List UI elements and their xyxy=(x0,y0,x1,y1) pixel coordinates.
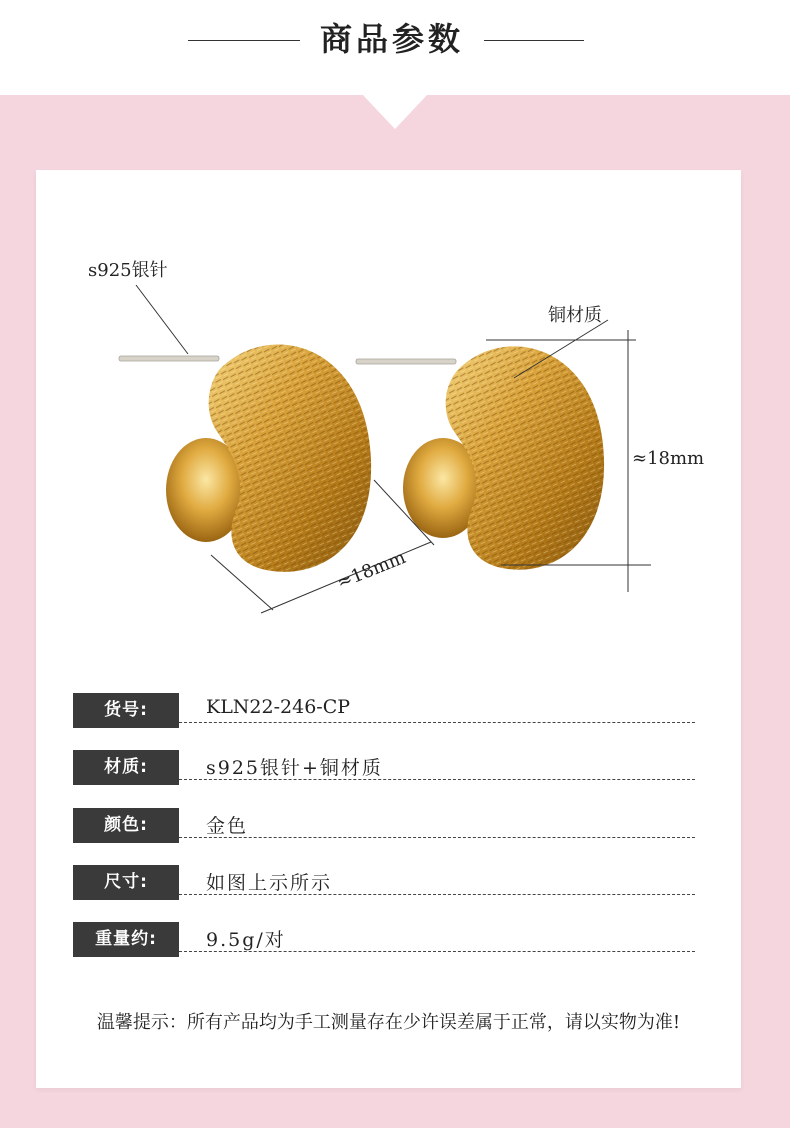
body-material-label: 铜材质 xyxy=(548,305,602,326)
pin-leader-line xyxy=(136,285,188,354)
spec-value: s925银针+铜材质 xyxy=(206,757,383,779)
header xyxy=(0,0,790,95)
spec-label: 尺寸: xyxy=(73,865,179,900)
spec-dashed-line xyxy=(179,722,695,723)
header-divider-left xyxy=(188,40,300,41)
spec-dashed-line xyxy=(179,894,695,895)
height-label: ≈18mm xyxy=(632,448,705,469)
spec-row-size xyxy=(73,865,695,905)
measurement-notice: 温馨提示：所有产品均为手工测量存在少许误差属于正常，请以实物为准! xyxy=(96,1012,681,1033)
left-earring xyxy=(119,344,371,571)
spec-dashed-line xyxy=(179,779,695,780)
earring-illustration xyxy=(36,170,741,660)
spec-dashed-line xyxy=(179,837,695,838)
header-divider-right xyxy=(484,40,584,41)
width-label: ≈18mm xyxy=(334,546,409,594)
spec-label: 重量约: xyxy=(73,922,179,957)
spec-label: 材质: xyxy=(73,750,179,785)
pin-material-label: s925银针 xyxy=(88,260,168,281)
spec-label: 颜色: xyxy=(73,808,179,843)
spec-row-item-number xyxy=(73,693,695,733)
spec-card xyxy=(36,170,741,1088)
spec-value: 金色 xyxy=(206,815,249,837)
spec-row-weight xyxy=(73,922,695,962)
spec-dashed-line xyxy=(179,951,695,952)
page-title: 商品参数 xyxy=(319,20,464,58)
spec-value: 9.5g/对 xyxy=(206,929,286,951)
spec-value: KLN22-246-CP xyxy=(206,696,351,718)
right-earring-pin xyxy=(356,359,456,364)
spec-label: 货号: xyxy=(73,693,179,728)
header-notch xyxy=(362,94,428,129)
spec-row-color xyxy=(73,808,695,848)
left-earring-pin xyxy=(119,356,219,361)
product-photo xyxy=(36,170,741,660)
spec-value: 如图上示所示 xyxy=(206,872,333,894)
right-earring xyxy=(356,346,604,569)
spec-row-material xyxy=(73,750,695,790)
